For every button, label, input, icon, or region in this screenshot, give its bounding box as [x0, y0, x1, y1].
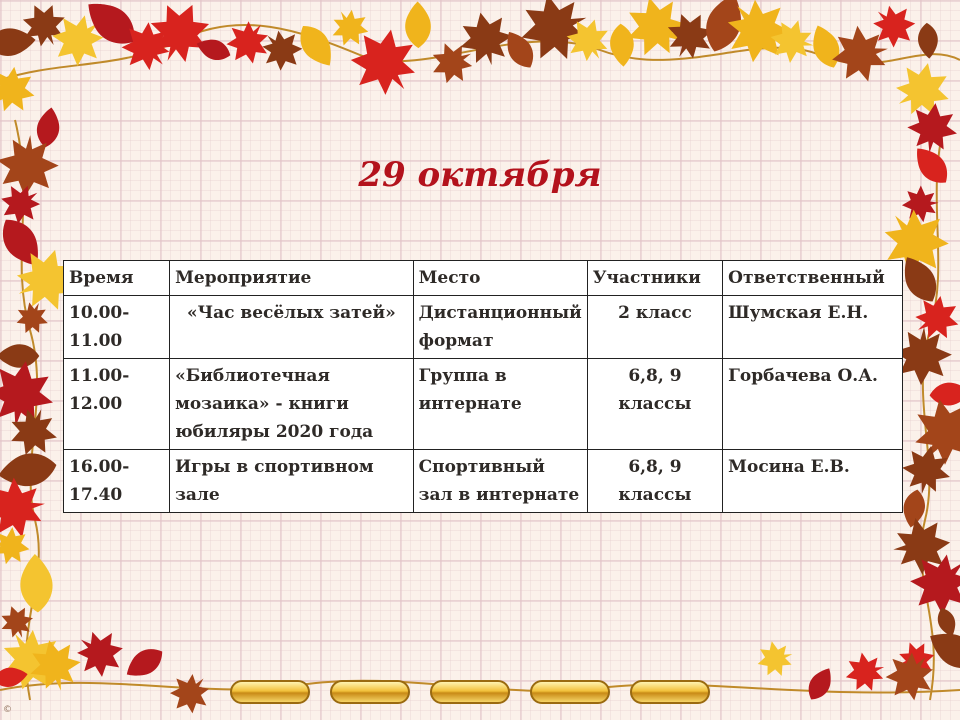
leaf-decoration	[841, 648, 889, 696]
header-responsible: Ответственный	[723, 261, 903, 296]
leaf-decoration	[0, 524, 33, 568]
header-participants: Участники	[587, 261, 722, 296]
leaf-decoration	[67, 621, 133, 687]
header-event: Мероприятие	[170, 261, 414, 296]
leaf-decoration	[218, 12, 279, 73]
cell-responsible: Шумская Е.Н.	[723, 296, 903, 359]
leaf-decoration	[292, 19, 340, 73]
cell-place: Дистанционный формат	[413, 296, 587, 359]
cell-event: Игры в спортивном зале	[170, 450, 414, 513]
play-button[interactable]	[530, 680, 610, 704]
next-button[interactable]	[630, 680, 710, 704]
cell-event: «Библиотечная мозаика» - книги юбиляры 2020 года	[170, 359, 414, 450]
prev-button[interactable]	[230, 680, 310, 704]
cell-place: Спортивный зал в интернате	[413, 450, 587, 513]
home-button[interactable]	[330, 680, 410, 704]
header-place: Место	[413, 261, 587, 296]
leaf-decoration	[803, 663, 838, 704]
table-row	[64, 296, 903, 359]
cell-time: 11.00-12.00	[64, 359, 170, 450]
leaf-decoration	[161, 665, 218, 720]
leaf-decoration	[929, 381, 960, 407]
cell-participants: 2 класс	[587, 296, 722, 359]
leaf-decoration	[19, 553, 54, 613]
leaf-decoration	[11, 296, 54, 339]
header-time: Время	[64, 261, 170, 296]
menu-button[interactable]	[430, 680, 510, 704]
leaf-decoration	[0, 57, 44, 122]
cell-responsible: Горбачева О.А.	[723, 359, 903, 450]
cell-time: 10.00-11.00	[64, 296, 170, 359]
cell-time: 16.00-17.40	[64, 450, 170, 513]
schedule-table	[63, 260, 903, 513]
cell-responsible: Мосина Е.В.	[723, 450, 903, 513]
leaf-decoration	[34, 106, 62, 149]
slide-title: 29 октября	[358, 155, 602, 195]
copyright-mark: ©	[3, 705, 12, 715]
table-header-row	[64, 261, 903, 296]
table-row	[64, 359, 903, 450]
cell-place: Группа в интернате	[413, 359, 587, 450]
leaf-decoration	[806, 21, 845, 72]
leaf-decoration	[0, 449, 59, 491]
leaf-decoration	[609, 23, 636, 67]
leaf-decoration	[121, 642, 169, 684]
leaf-decoration	[753, 637, 798, 682]
leaf-decoration	[405, 1, 431, 48]
cell-participants: 6,8, 9 классы	[587, 359, 722, 450]
table-row	[64, 450, 903, 513]
cell-participants: 6,8, 9 классы	[587, 450, 722, 513]
cell-event: «Час весёлых затей»	[170, 296, 414, 359]
